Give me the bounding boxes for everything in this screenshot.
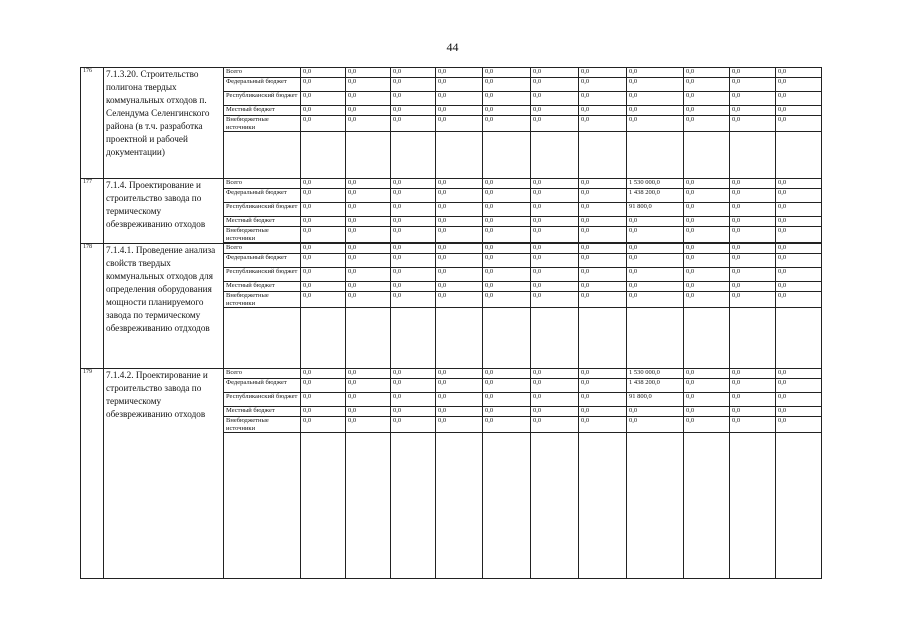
value-cell: 0,0 xyxy=(684,292,730,308)
value-cell: 0,0 xyxy=(627,292,684,308)
value-cell: 0,0 xyxy=(730,78,776,92)
empty-cell xyxy=(483,433,531,579)
value-cell: 0,0 xyxy=(684,379,730,393)
value-cell: 0,0 xyxy=(436,254,483,268)
value-cell: 0,0 xyxy=(776,244,822,254)
value-cell: 0,0 xyxy=(684,393,730,407)
value-cell: 0,0 xyxy=(483,292,531,308)
value-cell: 0,0 xyxy=(301,78,346,92)
value-cell: 0,0 xyxy=(776,417,822,433)
value-cell: 0,0 xyxy=(483,78,531,92)
value-cell: 0,0 xyxy=(684,68,730,78)
value-cell: 0,0 xyxy=(776,282,822,292)
value-cell: 0,0 xyxy=(301,189,346,203)
empty-cell xyxy=(627,433,684,579)
funding-source: Местный бюджет xyxy=(224,106,301,116)
value-cell: 0,0 xyxy=(776,254,822,268)
value-cell: 0,0 xyxy=(531,292,579,308)
value-cell: 0,0 xyxy=(531,282,579,292)
value-cell: 0,0 xyxy=(627,244,684,254)
value-cell: 0,0 xyxy=(627,78,684,92)
value-cell: 0,0 xyxy=(684,92,730,106)
value-cell: 0,0 xyxy=(301,254,346,268)
value-cell: 0,0 xyxy=(730,407,776,417)
value-cell: 0,0 xyxy=(531,254,579,268)
value-cell: 0,0 xyxy=(627,68,684,78)
value-cell: 0,0 xyxy=(391,417,436,433)
value-cell: 0,0 xyxy=(579,254,627,268)
value-cell: 0,0 xyxy=(436,189,483,203)
value-cell: 0,0 xyxy=(627,282,684,292)
empty-cell xyxy=(301,433,346,579)
value-cell: 0,0 xyxy=(346,78,391,92)
value-cell: 0,0 xyxy=(776,369,822,379)
value-cell: 0,0 xyxy=(776,189,822,203)
value-cell: 0,0 xyxy=(531,92,579,106)
value-cell: 91 800,0 xyxy=(627,203,684,217)
table-row xyxy=(81,244,822,254)
value-cell: 0,0 xyxy=(483,417,531,433)
value-cell: 0,0 xyxy=(776,179,822,189)
value-cell: 0,0 xyxy=(301,179,346,189)
value-cell: 0,0 xyxy=(346,393,391,407)
empty-cell xyxy=(346,308,391,369)
value-cell: 0,0 xyxy=(436,217,483,227)
empty-cell xyxy=(346,433,391,579)
value-cell: 0,0 xyxy=(301,68,346,78)
value-cell: 0,0 xyxy=(346,203,391,217)
value-cell: 0,0 xyxy=(483,217,531,227)
value-cell: 0,0 xyxy=(436,203,483,217)
value-cell: 0,0 xyxy=(391,92,436,106)
value-cell: 0,0 xyxy=(436,106,483,116)
value-cell: 0,0 xyxy=(776,203,822,217)
value-cell: 1 530 000,0 xyxy=(627,179,684,189)
value-cell: 0,0 xyxy=(579,203,627,217)
funding-source: Федеральный бюджет xyxy=(224,78,301,92)
value-cell: 0,0 xyxy=(684,282,730,292)
value-cell: 0,0 xyxy=(627,106,684,116)
row-number: 176 xyxy=(81,68,104,179)
value-cell: 0,0 xyxy=(531,78,579,92)
value-cell: 0,0 xyxy=(684,227,730,243)
value-cell: 0,0 xyxy=(391,203,436,217)
value-cell: 0,0 xyxy=(531,369,579,379)
value-cell: 0,0 xyxy=(301,268,346,282)
funding-source: Всего xyxy=(224,68,301,78)
funding-source: Республиканский бюджет xyxy=(224,203,301,217)
value-cell: 0,0 xyxy=(730,189,776,203)
value-cell: 0,0 xyxy=(531,189,579,203)
value-cell: 0,0 xyxy=(684,369,730,379)
value-cell: 0,0 xyxy=(684,254,730,268)
value-cell: 0,0 xyxy=(579,244,627,254)
empty-cell xyxy=(684,132,730,179)
value-cell: 0,0 xyxy=(684,78,730,92)
funding-source: Федеральный бюджет xyxy=(224,254,301,268)
value-cell: 0,0 xyxy=(684,407,730,417)
measure-title: 7.1.3.20. Строительство полигона твердых коммунальных отходов п. Селендума Селенгинского района (в т.ч. разработка проектной и рабочей документации) xyxy=(104,68,224,179)
value-cell: 0,0 xyxy=(531,393,579,407)
funding-source: Внебюджетные источники xyxy=(224,116,301,132)
value-cell: 0,0 xyxy=(436,369,483,379)
row-number: 178 xyxy=(81,244,104,369)
value-cell: 0,0 xyxy=(301,203,346,217)
value-cell: 0,0 xyxy=(483,68,531,78)
value-cell: 0,0 xyxy=(436,282,483,292)
value-cell: 0,0 xyxy=(776,92,822,106)
value-cell: 0,0 xyxy=(579,268,627,282)
empty-cell xyxy=(730,132,776,179)
value-cell: 0,0 xyxy=(579,106,627,116)
value-cell: 0,0 xyxy=(531,106,579,116)
value-cell: 0,0 xyxy=(730,116,776,132)
value-cell: 0,0 xyxy=(776,379,822,393)
value-cell: 0,0 xyxy=(391,116,436,132)
value-cell: 0,0 xyxy=(391,68,436,78)
funding-source: Всего xyxy=(224,244,301,254)
value-cell: 0,0 xyxy=(579,369,627,379)
value-cell: 0,0 xyxy=(531,268,579,282)
value-cell: 0,0 xyxy=(346,369,391,379)
value-cell: 0,0 xyxy=(436,179,483,189)
funding-source: Местный бюджет xyxy=(224,217,301,227)
value-cell: 0,0 xyxy=(436,244,483,254)
funding-source: Местный бюджет xyxy=(224,407,301,417)
value-cell: 0,0 xyxy=(730,417,776,433)
value-cell: 0,0 xyxy=(776,68,822,78)
empty-cell xyxy=(579,308,627,369)
value-cell: 0,0 xyxy=(301,369,346,379)
empty-cell xyxy=(776,308,822,369)
value-cell: 0,0 xyxy=(483,116,531,132)
value-cell: 0,0 xyxy=(346,189,391,203)
empty-cell xyxy=(776,132,822,179)
empty-cell xyxy=(224,308,301,369)
value-cell: 0,0 xyxy=(483,379,531,393)
value-cell: 0,0 xyxy=(346,92,391,106)
value-cell: 0,0 xyxy=(483,369,531,379)
value-cell: 0,0 xyxy=(301,379,346,393)
funding-source: Федеральный бюджет xyxy=(224,379,301,393)
measure-title: 7.1.4.2. Проектирование и строительство завода по термическому обезвреживанию отходов xyxy=(104,369,224,579)
empty-cell xyxy=(391,132,436,179)
value-cell: 0,0 xyxy=(346,179,391,189)
value-cell: 0,0 xyxy=(391,379,436,393)
value-cell: 0,0 xyxy=(776,393,822,407)
value-cell: 0,0 xyxy=(579,379,627,393)
value-cell: 0,0 xyxy=(579,393,627,407)
empty-cell xyxy=(579,433,627,579)
value-cell: 0,0 xyxy=(730,393,776,407)
funding-source: Всего xyxy=(224,369,301,379)
value-cell: 0,0 xyxy=(776,78,822,92)
value-cell: 0,0 xyxy=(391,179,436,189)
value-cell: 0,0 xyxy=(346,106,391,116)
value-cell: 0,0 xyxy=(391,78,436,92)
value-cell: 0,0 xyxy=(346,407,391,417)
value-cell: 0,0 xyxy=(730,68,776,78)
value-cell: 0,0 xyxy=(531,227,579,243)
value-cell: 0,0 xyxy=(627,217,684,227)
value-cell: 0,0 xyxy=(391,407,436,417)
funding-source: Республиканский бюджет xyxy=(224,268,301,282)
value-cell: 0,0 xyxy=(483,407,531,417)
value-cell: 0,0 xyxy=(684,417,730,433)
value-cell: 0,0 xyxy=(684,179,730,189)
value-cell: 0,0 xyxy=(579,407,627,417)
value-cell: 0,0 xyxy=(776,227,822,243)
value-cell: 0,0 xyxy=(436,268,483,282)
value-cell: 0,0 xyxy=(531,244,579,254)
value-cell: 0,0 xyxy=(730,92,776,106)
empty-cell xyxy=(684,433,730,579)
value-cell: 0,0 xyxy=(627,116,684,132)
table-row xyxy=(81,179,822,189)
value-cell: 0,0 xyxy=(531,407,579,417)
value-cell: 0,0 xyxy=(483,106,531,116)
value-cell: 0,0 xyxy=(483,92,531,106)
value-cell: 0,0 xyxy=(730,268,776,282)
measure-title: 7.1.4. Проектирование и строительство завода по термическому обезвреживанию отходов xyxy=(104,179,224,244)
value-cell: 91 800,0 xyxy=(627,393,684,407)
empty-cell xyxy=(579,132,627,179)
empty-cell xyxy=(346,132,391,179)
value-cell: 0,0 xyxy=(579,227,627,243)
value-cell: 0,0 xyxy=(684,106,730,116)
empty-cell xyxy=(730,433,776,579)
value-cell: 0,0 xyxy=(684,203,730,217)
value-cell: 0,0 xyxy=(436,68,483,78)
row-number: 177 xyxy=(81,179,104,244)
value-cell: 0,0 xyxy=(483,203,531,217)
value-cell: 0,0 xyxy=(579,68,627,78)
value-cell: 0,0 xyxy=(579,282,627,292)
empty-cell xyxy=(531,308,579,369)
value-cell: 0,0 xyxy=(436,379,483,393)
empty-cell xyxy=(483,308,531,369)
empty-cell xyxy=(684,308,730,369)
funding-source: Местный бюджет xyxy=(224,282,301,292)
value-cell: 0,0 xyxy=(627,254,684,268)
value-cell: 0,0 xyxy=(346,292,391,308)
table-row xyxy=(81,68,822,78)
value-cell: 0,0 xyxy=(301,116,346,132)
value-cell: 0,0 xyxy=(579,179,627,189)
value-cell: 0,0 xyxy=(391,292,436,308)
value-cell: 0,0 xyxy=(391,106,436,116)
value-cell: 0,0 xyxy=(483,227,531,243)
value-cell: 0,0 xyxy=(579,189,627,203)
value-cell: 0,0 xyxy=(627,417,684,433)
value-cell: 0,0 xyxy=(579,78,627,92)
empty-cell xyxy=(436,308,483,369)
value-cell: 0,0 xyxy=(730,292,776,308)
value-cell: 0,0 xyxy=(684,189,730,203)
value-cell: 0,0 xyxy=(436,393,483,407)
value-cell: 0,0 xyxy=(391,268,436,282)
value-cell: 0,0 xyxy=(346,379,391,393)
value-cell: 0,0 xyxy=(627,227,684,243)
value-cell: 0,0 xyxy=(346,217,391,227)
value-cell: 0,0 xyxy=(483,393,531,407)
funding-source: Внебюджетные источники xyxy=(224,292,301,308)
empty-cell xyxy=(730,308,776,369)
row-number: 179 xyxy=(81,369,104,579)
value-cell: 0,0 xyxy=(776,268,822,282)
funding-source: Республиканский бюджет xyxy=(224,393,301,407)
value-cell: 0,0 xyxy=(436,78,483,92)
value-cell: 0,0 xyxy=(579,217,627,227)
empty-cell xyxy=(627,132,684,179)
value-cell: 0,0 xyxy=(776,106,822,116)
value-cell: 0,0 xyxy=(436,92,483,106)
empty-cell xyxy=(224,433,301,579)
value-cell: 0,0 xyxy=(483,244,531,254)
value-cell: 0,0 xyxy=(730,244,776,254)
empty-cell xyxy=(224,132,301,179)
value-cell: 0,0 xyxy=(301,92,346,106)
value-cell: 0,0 xyxy=(301,217,346,227)
value-cell: 0,0 xyxy=(391,217,436,227)
value-cell: 0,0 xyxy=(730,282,776,292)
value-cell: 0,0 xyxy=(531,116,579,132)
value-cell: 0,0 xyxy=(531,379,579,393)
budget-table xyxy=(80,67,822,579)
value-cell: 0,0 xyxy=(346,227,391,243)
value-cell: 0,0 xyxy=(776,217,822,227)
value-cell: 0,0 xyxy=(579,292,627,308)
value-cell: 0,0 xyxy=(776,116,822,132)
value-cell: 0,0 xyxy=(346,254,391,268)
value-cell: 0,0 xyxy=(730,106,776,116)
value-cell: 0,0 xyxy=(531,179,579,189)
page-number: 44 xyxy=(446,40,459,54)
value-cell: 0,0 xyxy=(684,268,730,282)
value-cell: 0,0 xyxy=(346,116,391,132)
value-cell: 0,0 xyxy=(483,254,531,268)
value-cell: 0,0 xyxy=(730,203,776,217)
value-cell: 0,0 xyxy=(483,268,531,282)
value-cell: 0,0 xyxy=(730,379,776,393)
value-cell: 0,0 xyxy=(391,244,436,254)
value-cell: 0,0 xyxy=(531,203,579,217)
value-cell: 0,0 xyxy=(301,106,346,116)
empty-cell xyxy=(776,433,822,579)
value-cell: 0,0 xyxy=(391,393,436,407)
value-cell: 0,0 xyxy=(301,417,346,433)
funding-source: Внебюджетные источники xyxy=(224,227,301,243)
value-cell: 0,0 xyxy=(730,254,776,268)
funding-source: Внебюджетные источники xyxy=(224,417,301,433)
value-cell: 0,0 xyxy=(436,227,483,243)
value-cell: 0,0 xyxy=(436,292,483,308)
value-cell: 0,0 xyxy=(346,417,391,433)
value-cell: 0,0 xyxy=(301,244,346,254)
value-cell: 0,0 xyxy=(730,217,776,227)
value-cell: 0,0 xyxy=(346,68,391,78)
value-cell: 0,0 xyxy=(301,407,346,417)
value-cell: 0,0 xyxy=(627,268,684,282)
value-cell: 0,0 xyxy=(391,254,436,268)
value-cell: 0,0 xyxy=(730,369,776,379)
value-cell: 0,0 xyxy=(483,179,531,189)
empty-cell xyxy=(436,132,483,179)
value-cell: 0,0 xyxy=(346,268,391,282)
value-cell: 0,0 xyxy=(776,292,822,308)
value-cell: 0,0 xyxy=(579,116,627,132)
value-cell: 0,0 xyxy=(730,227,776,243)
value-cell: 1 530 000,0 xyxy=(627,369,684,379)
value-cell: 0,0 xyxy=(346,282,391,292)
empty-cell xyxy=(391,308,436,369)
value-cell: 0,0 xyxy=(627,92,684,106)
table-row xyxy=(81,369,822,379)
empty-cell xyxy=(531,433,579,579)
funding-source: Республиканский бюджет xyxy=(224,92,301,106)
empty-cell xyxy=(436,433,483,579)
empty-cell xyxy=(391,433,436,579)
value-cell: 0,0 xyxy=(684,217,730,227)
value-cell: 0,0 xyxy=(436,116,483,132)
value-cell: 0,0 xyxy=(436,417,483,433)
value-cell: 0,0 xyxy=(730,179,776,189)
empty-cell xyxy=(301,308,346,369)
value-cell: 1 438 200,0 xyxy=(627,189,684,203)
value-cell: 0,0 xyxy=(391,369,436,379)
empty-cell xyxy=(627,308,684,369)
empty-cell xyxy=(301,132,346,179)
table-body xyxy=(81,68,822,579)
funding-source: Всего xyxy=(224,179,301,189)
value-cell: 0,0 xyxy=(531,68,579,78)
empty-cell xyxy=(483,132,531,179)
value-cell: 0,0 xyxy=(436,407,483,417)
value-cell: 0,0 xyxy=(346,244,391,254)
value-cell: 0,0 xyxy=(391,189,436,203)
value-cell: 0,0 xyxy=(301,282,346,292)
value-cell: 1 438 200,0 xyxy=(627,379,684,393)
measure-title: 7.1.4.1. Проведение анализа свойств твердых коммунальных отходов для определения оборудования мощности планируемого завода по термическому обезвреживанию отдходов xyxy=(104,244,224,369)
value-cell: 0,0 xyxy=(391,227,436,243)
value-cell: 0,0 xyxy=(483,189,531,203)
value-cell: 0,0 xyxy=(391,282,436,292)
value-cell: 0,0 xyxy=(301,393,346,407)
value-cell: 0,0 xyxy=(483,282,531,292)
value-cell: 0,0 xyxy=(684,116,730,132)
value-cell: 0,0 xyxy=(301,227,346,243)
funding-source: Федеральный бюджет xyxy=(224,189,301,203)
value-cell: 0,0 xyxy=(776,407,822,417)
value-cell: 0,0 xyxy=(531,217,579,227)
value-cell: 0,0 xyxy=(531,417,579,433)
empty-cell xyxy=(531,132,579,179)
value-cell: 0,0 xyxy=(579,92,627,106)
value-cell: 0,0 xyxy=(579,417,627,433)
value-cell: 0,0 xyxy=(684,244,730,254)
value-cell: 0,0 xyxy=(627,407,684,417)
value-cell: 0,0 xyxy=(301,292,346,308)
